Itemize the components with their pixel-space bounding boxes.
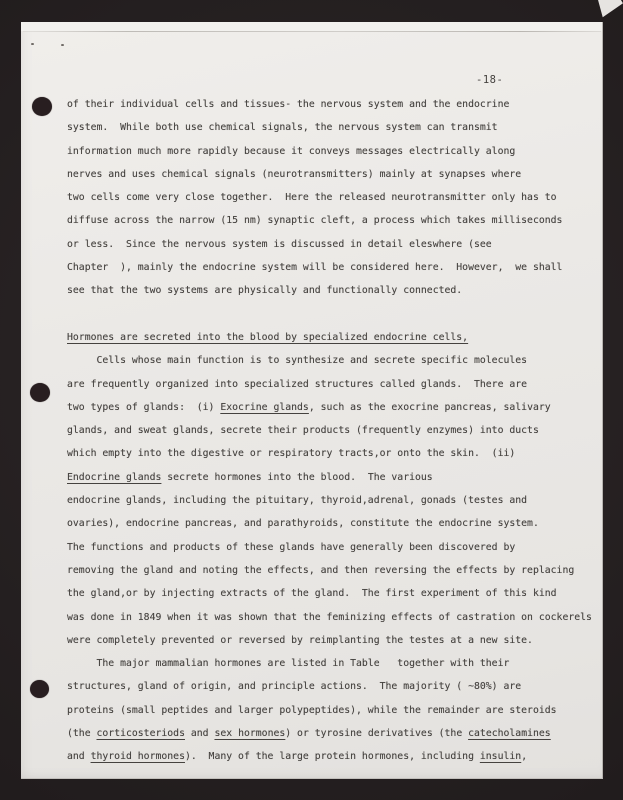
text-line xyxy=(67,396,603,419)
text-line xyxy=(67,419,603,442)
text-line xyxy=(67,279,603,302)
text-segment: , xyxy=(521,751,528,763)
document-page xyxy=(21,22,603,779)
underlined-term: Hormones are secreted into the blood by specialized endocrine cells, xyxy=(67,331,469,343)
text-segment: are frequently organized into specialized structures called glands. There are xyxy=(67,378,528,390)
underlined-term: Endocrine glands xyxy=(67,471,162,483)
text-line xyxy=(67,559,603,582)
hole-punch-mark xyxy=(30,680,49,698)
text-segment: structures, gland of origin, and principle actions. The majority ( ~80%) are xyxy=(67,681,522,693)
text-segment: ovaries), endocrine pancreas, and parathyroids, constitute the endocrine system. xyxy=(67,518,539,530)
text-line xyxy=(67,582,603,605)
hole-punch-mark xyxy=(32,97,52,116)
text-line xyxy=(67,722,603,745)
underlined-term: corticosteriods xyxy=(96,728,185,740)
page-number: -18- xyxy=(476,74,504,86)
text-segment: The major mammalian hormones are listed in Table together with their xyxy=(67,658,510,670)
text-segment: of their individual cells and tissues- the nervous system and the endocrine xyxy=(67,99,510,110)
text-line xyxy=(67,163,603,186)
text-line xyxy=(67,606,603,629)
fold-crease xyxy=(23,31,601,32)
text-line xyxy=(67,93,603,116)
text-segment: system. While both use chemical signals, the nervous system can transmit xyxy=(67,122,498,134)
text-line xyxy=(67,303,603,326)
text-segment: the gland,or by injecting extracts of the gland. The first experiment of this kind xyxy=(67,588,557,600)
text-segment: information much more rapidly because it conveys messages electrically along xyxy=(67,145,516,157)
text-line xyxy=(67,699,603,722)
text-line xyxy=(67,442,603,465)
text-segment: endocrine glands, including the pituitary, thyroid,adrenal, gonads (testes and xyxy=(67,495,528,507)
page-top-strip xyxy=(21,22,602,31)
text-segment: which empty into the digestive or respiratory tracts,or onto the skin. (ii) xyxy=(67,448,516,460)
underlined-term: catecholamines xyxy=(468,728,551,740)
text-segment: Chapter ), mainly the endocrine system will be considered here. However, we shall xyxy=(67,262,563,274)
underlined-term: insulin xyxy=(479,751,522,763)
text-line xyxy=(67,116,603,139)
text-line xyxy=(67,629,603,652)
text-segment: or less. Since the nervous system is discussed in detail eleswhere (see xyxy=(67,238,492,250)
document-body-text xyxy=(67,93,603,769)
text-segment: ) or tyrosine derivatives (the xyxy=(285,728,469,740)
text-line xyxy=(67,186,603,209)
text-line xyxy=(67,652,603,675)
sheet-behind-corner xyxy=(597,0,623,18)
underlined-term: sex hormones xyxy=(214,728,286,740)
text-segment: secrete hormones into the blood. The various xyxy=(161,471,433,483)
hole-punch-mark xyxy=(30,383,50,402)
text-line xyxy=(67,745,603,768)
text-segment: The functions and products of these glands have generally been discovered by xyxy=(67,541,516,553)
text-segment: were completely prevented or reversed by reimplanting the testes at a new site. xyxy=(67,634,533,646)
text-segment: ). Many of the large protein hormones, including xyxy=(184,751,480,763)
text-line xyxy=(67,512,603,535)
text-segment: Cells whose main function is to synthesize and secrete specific molecules xyxy=(67,355,528,367)
text-segment: was done in 1849 when it was shown that the feminizing effects of castration on cockerels xyxy=(67,611,592,623)
text-line xyxy=(67,373,603,396)
text-segment: and xyxy=(67,751,91,763)
text-segment: see that the two systems are physically and functionally connected. xyxy=(67,285,463,297)
text-segment: nerves and uses chemical signals (neurotransmitters) mainly at synapses where xyxy=(67,168,522,180)
text-segment: glands, and sweat glands, secrete their products (frequently enzymes) into ducts xyxy=(67,425,539,437)
text-line xyxy=(67,466,603,489)
text-line xyxy=(67,140,603,163)
section-heading-line xyxy=(67,326,603,349)
text-segment: and xyxy=(184,728,215,740)
text-line xyxy=(67,349,603,372)
ink-speck xyxy=(31,43,34,45)
underlined-term: Exocrine glands xyxy=(220,401,309,413)
text-segment: removing the gland and noting the effects, and then reversing the effects by replacing xyxy=(67,564,575,576)
text-segment: proteins (small peptides and larger polypeptides), while the remainder are steroids xyxy=(67,704,557,716)
underlined-term: thyroid hormones xyxy=(90,751,185,763)
text-segment: two types of glands: (i) xyxy=(67,401,221,413)
text-line xyxy=(67,675,603,698)
text-line xyxy=(67,489,603,512)
text-segment: , such as the exocrine pancreas, salivary xyxy=(308,401,551,413)
text-line xyxy=(67,209,603,232)
ink-speck xyxy=(61,44,64,46)
text-line xyxy=(67,536,603,559)
text-segment: two cells come very close together. Here the released neurotransmitter only has to xyxy=(67,192,557,204)
text-segment: diffuse across the narrow (15 nm) synaptic cleft, a process which takes milliseconds xyxy=(67,215,563,227)
text-line xyxy=(67,233,603,256)
text-line xyxy=(67,256,603,279)
text-segment: (the xyxy=(67,728,97,740)
